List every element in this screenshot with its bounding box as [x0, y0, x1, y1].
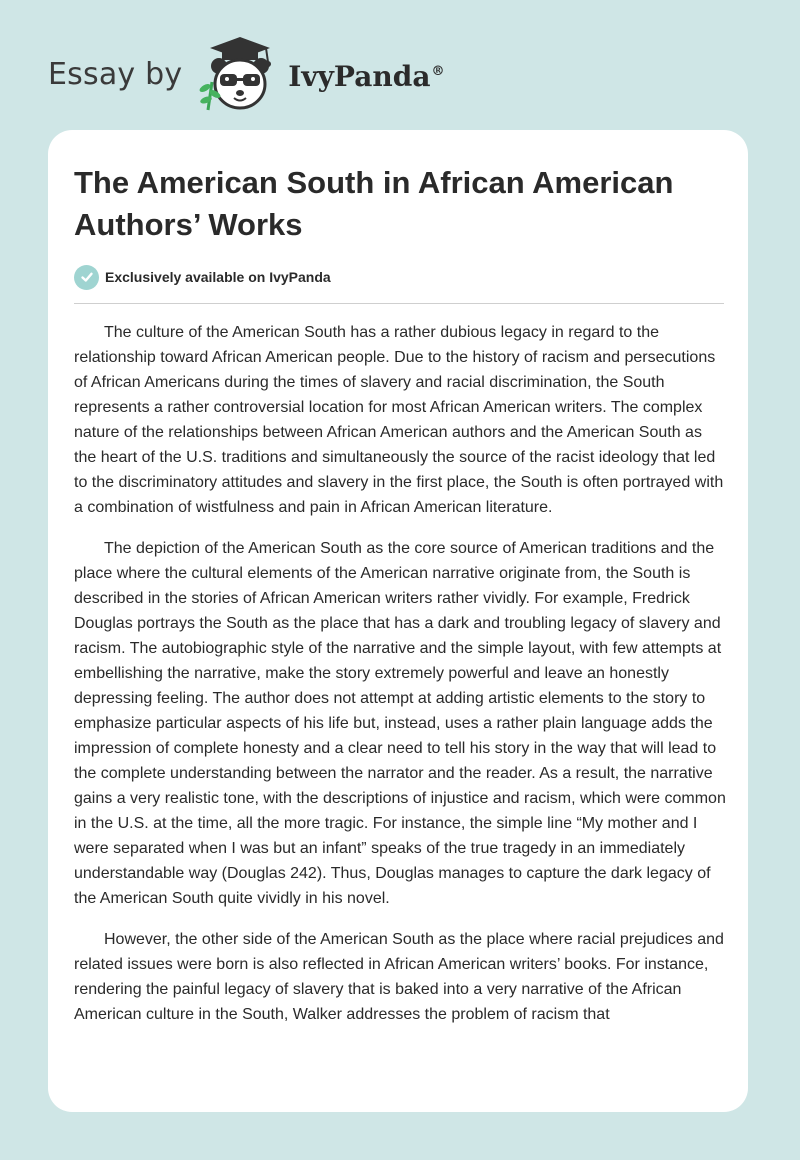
exclusive-badge [74, 264, 331, 290]
paragraph: However, the other side of the American South as the place where racial prejudices and related issues were born is also reflected in African American writers’ books. For instance, rendering the painful legacy of slavery that is baked into a very narrative of the African American culture in the South, Walker addresses the problem of racism that [74, 931, 724, 1023]
badge-label: Exclusively available on IvyPanda [105, 269, 331, 285]
registered-mark: ® [431, 64, 445, 80]
paragraph: The culture of the American South has a rather dubious legacy in regard to the relationship toward African American people. Due to the history of racism and persecutions of African Americans during the times of slavery and racial discrimination, the South represents a rather controversial location for most African American writers. The complex nature of the relationships between African American authors and the American South as the heart of the U.S. traditions and simultaneously the source of the racist ideology that led to the discriminatory attitudes and slavery in the first place, the South is often portrayed with a combination of wistfulness and pain in African American literature. [74, 324, 724, 516]
panda-graduate-icon [194, 36, 286, 112]
essay-card [48, 130, 748, 1112]
brand-name: IvyPanda® [288, 59, 445, 93]
site-header [48, 36, 444, 112]
essay-by-label: Essay by [48, 56, 183, 92]
divider [74, 303, 724, 304]
checkmark-icon [74, 265, 99, 290]
paragraph: The depiction of the American South as the core source of American traditions and the place where the cultural elements of the American narrative originate from, the South is described in the stories of African American writers rather vividly. For example, Fredrick Douglas portrays the South as the place that has a dark and troubling legacy of slavery and racism. The autobiographic style of the narrative and the simple layout, with few attempts at embellishing the narrative, make the story extremely powerful and leave an honestly depressing feeling. The author does not attempt at adding artistic elements to the story to emphasize particular aspects of his life but, instead, uses a rather plain language adds the impression of complete honesty and a clear need to tell his story in the way that will lead to the complete understanding between the narrator and the reader. As a result, the narrative gains a very realistic tone, with the descriptions of injustice and racism, which were common in the U.S. at the time, all the more tragic. For instance, the simple line “My mother and I were separated when I was but an infant” speaks of the true tragedy in an immediately understandable way (Douglas 242). Thus, Douglas manages to capture the dark legacy of the American South quite vividly in his novel. [74, 540, 726, 907]
essay-body [74, 320, 726, 1043]
essay-title: The American South in African American Authors’ Works [74, 165, 674, 242]
